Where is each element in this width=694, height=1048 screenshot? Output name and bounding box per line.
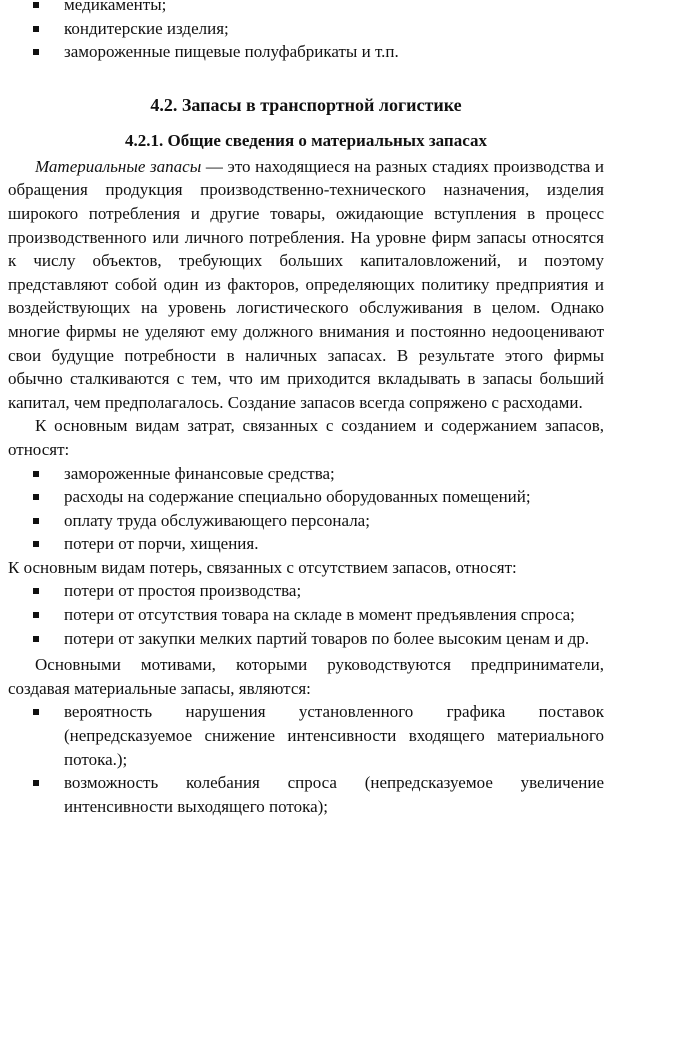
bullet-icon	[33, 471, 39, 477]
bullet-icon	[33, 612, 39, 618]
list-item: кондитерские изделия;	[8, 17, 604, 41]
list-item: оплату труда обслуживающего персонала;	[8, 509, 604, 533]
paragraph-definition	[8, 155, 604, 415]
bullet-icon	[33, 541, 39, 547]
list-item: расходы на содержание специально оборудованных помещений;	[8, 485, 604, 509]
list-item: потери от простоя производства;	[8, 579, 604, 603]
bullet-icon	[33, 49, 39, 55]
losses-list	[8, 579, 604, 650]
list-item: потери от отсутствия товара на складе в момент предъявления спроса;	[8, 603, 604, 627]
defined-term: Материальные запасы	[35, 156, 202, 176]
list-item: замороженные финансовые средства;	[8, 462, 604, 486]
bullet-icon	[33, 518, 39, 524]
list-item: потери от закупки мелких партий товаров по более высоким ценам и др.	[8, 627, 604, 651]
subsection-title: 4.2.1. Общие сведения о материальных запасах	[125, 130, 487, 150]
list-item: потери от порчи, хищения.	[8, 532, 604, 556]
bullet-icon	[33, 636, 39, 642]
bullet-icon	[33, 780, 39, 786]
definition-text: — это находящиеся на разных стадиях производства и обращения продукция производственно-технического назначения, изделия широкого потребления и другие товары, ожидающие вступления в процесс производственного или личного потребления. На уровне фирм запасы относятся к числу объектов, требующих больших капиталовложений, и поэтому представляют собой один из факторов, определяющих политику предприятия и воздействующих на уровень логистического обслуживания в целом. Однако многие фирмы не уделяют ему должного внимания и постоянно недооценивают свои будущие потребности в наличных запасах. В результате этого фирмы обычно сталкиваются с тем, что им приходится вкладывать в запасы больший капитал, чем предполагалось. Создание запасов всегда сопряжено с расходами.	[8, 156, 605, 412]
bullet-icon	[33, 494, 39, 500]
bullet-icon	[33, 26, 39, 32]
bullet-icon	[33, 2, 39, 8]
paragraph-losses-intro: К основным видам потерь, связанных с отсутствием запасов, относят:	[8, 557, 517, 577]
bullet-icon	[33, 709, 39, 715]
costs-list	[8, 462, 604, 556]
motives-list	[8, 700, 604, 818]
bullet-icon	[33, 588, 39, 594]
list-item: вероятность нарушения установленного графика поставок (непредсказуемое снижение интенсивности входящего материального потока.);	[8, 700, 604, 771]
list-item: возможность колебания спроса (непредсказуемое увеличение интенсивности выходящего потока);	[8, 771, 604, 818]
document-page	[8, 0, 604, 818]
list-item: медикаменты;	[8, 0, 604, 17]
list-item: замороженные пищевые полуфабрикаты и т.п.	[8, 40, 604, 64]
paragraph-costs-intro: К основным видам затрат, связанных с созданием и содержанием запасов, относят:	[8, 416, 604, 459]
section-title: 4.2. Запасы в транспортной логистике	[150, 94, 462, 115]
products-list	[8, 0, 604, 64]
paragraph-motives-intro: Основными мотивами, которыми руководствуются предприниматели, создавая материальные запасы, являются:	[8, 655, 604, 698]
